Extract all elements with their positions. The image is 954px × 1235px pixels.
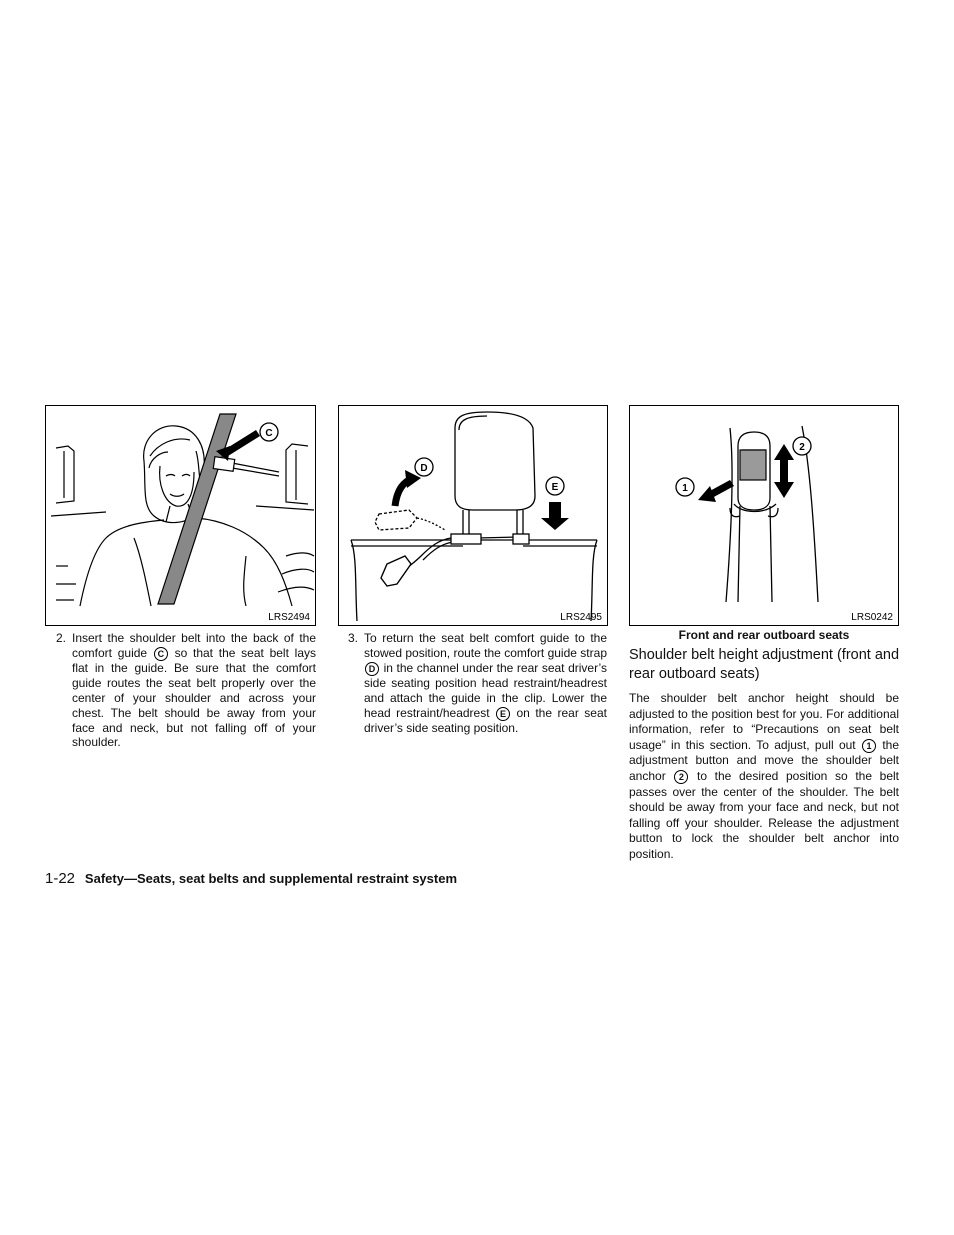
step-number: 2.: [56, 631, 67, 645]
callout-e-label: E: [551, 482, 559, 493]
page-footer: [45, 870, 457, 887]
paragraph-text: The shoulder belt anchor height should be adjusted to the position best for you. For additional information, refer to “Precautions on seat belt usage” in this section. To adjust, pull out: [629, 691, 899, 752]
figure-stow-guide: [338, 405, 608, 626]
chapter-title: Safety—Seats, seat belts and supplemental restraint system: [84, 871, 458, 886]
step-3: [348, 631, 607, 736]
figure-code: LRS2495: [560, 612, 602, 623]
step-text: in the channel under the rear seat driver’s side seating position head restraint/headrest and attach the guide in the clip. Lower the head restraint/headrest: [364, 660, 607, 720]
anchor-adjust-illustration: [630, 406, 900, 627]
callout-d-label: D: [420, 463, 428, 474]
ref-1-badge: 1: [862, 739, 876, 753]
callout-c-label: C: [265, 428, 273, 439]
figure-caption: Front and rear outboard seats: [678, 628, 850, 642]
figure-comfort-guide: [45, 405, 316, 626]
figure-code: LRS2494: [268, 612, 310, 623]
paragraph-text: to the desired position so the belt passes over the center of the shoulder. The belt should be away from your face and neck, but not falling off your shoulder. Release the adjustment button to lock the shoulder belt anchor into position.: [629, 768, 899, 861]
step-text: To return the seat belt comfort guide to the stowed position, route the comfort guide strap: [364, 631, 607, 660]
step-text: so that the seat belt lays flat in the guide. Be sure that the comfort guide routes the seat belt properly over the center of your shoulder and across your chest. The belt should be away from your face and neck, but not falling off of your shoulder.: [72, 645, 316, 750]
section-paragraph: [629, 691, 899, 863]
ref-2-badge: 2: [674, 770, 688, 784]
section-heading: Shoulder belt height adjustment (front and rear outboard seats): [629, 647, 900, 682]
step-2: [56, 631, 316, 750]
ref-d-badge: D: [365, 662, 379, 676]
comfort-guide-illustration: [46, 406, 317, 627]
step-number: 3.: [348, 631, 359, 645]
stow-guide-illustration: [339, 406, 609, 627]
step-text: on the rear seat driver’s side seating position.: [364, 705, 607, 735]
paragraph-text: the adjustment button and move the shoulder belt anchor: [629, 737, 900, 783]
callout-1-label: 1: [682, 483, 688, 494]
figure-anchor-adjust: [629, 405, 899, 626]
page-number: 1-22: [45, 870, 76, 887]
ref-c-badge: C: [154, 647, 168, 661]
ref-e-badge: E: [496, 707, 510, 721]
step-text: Insert the shoulder belt into the back of the comfort guide: [72, 631, 316, 660]
figure-code: LRS0242: [851, 612, 893, 623]
callout-2-label: 2: [799, 442, 805, 453]
